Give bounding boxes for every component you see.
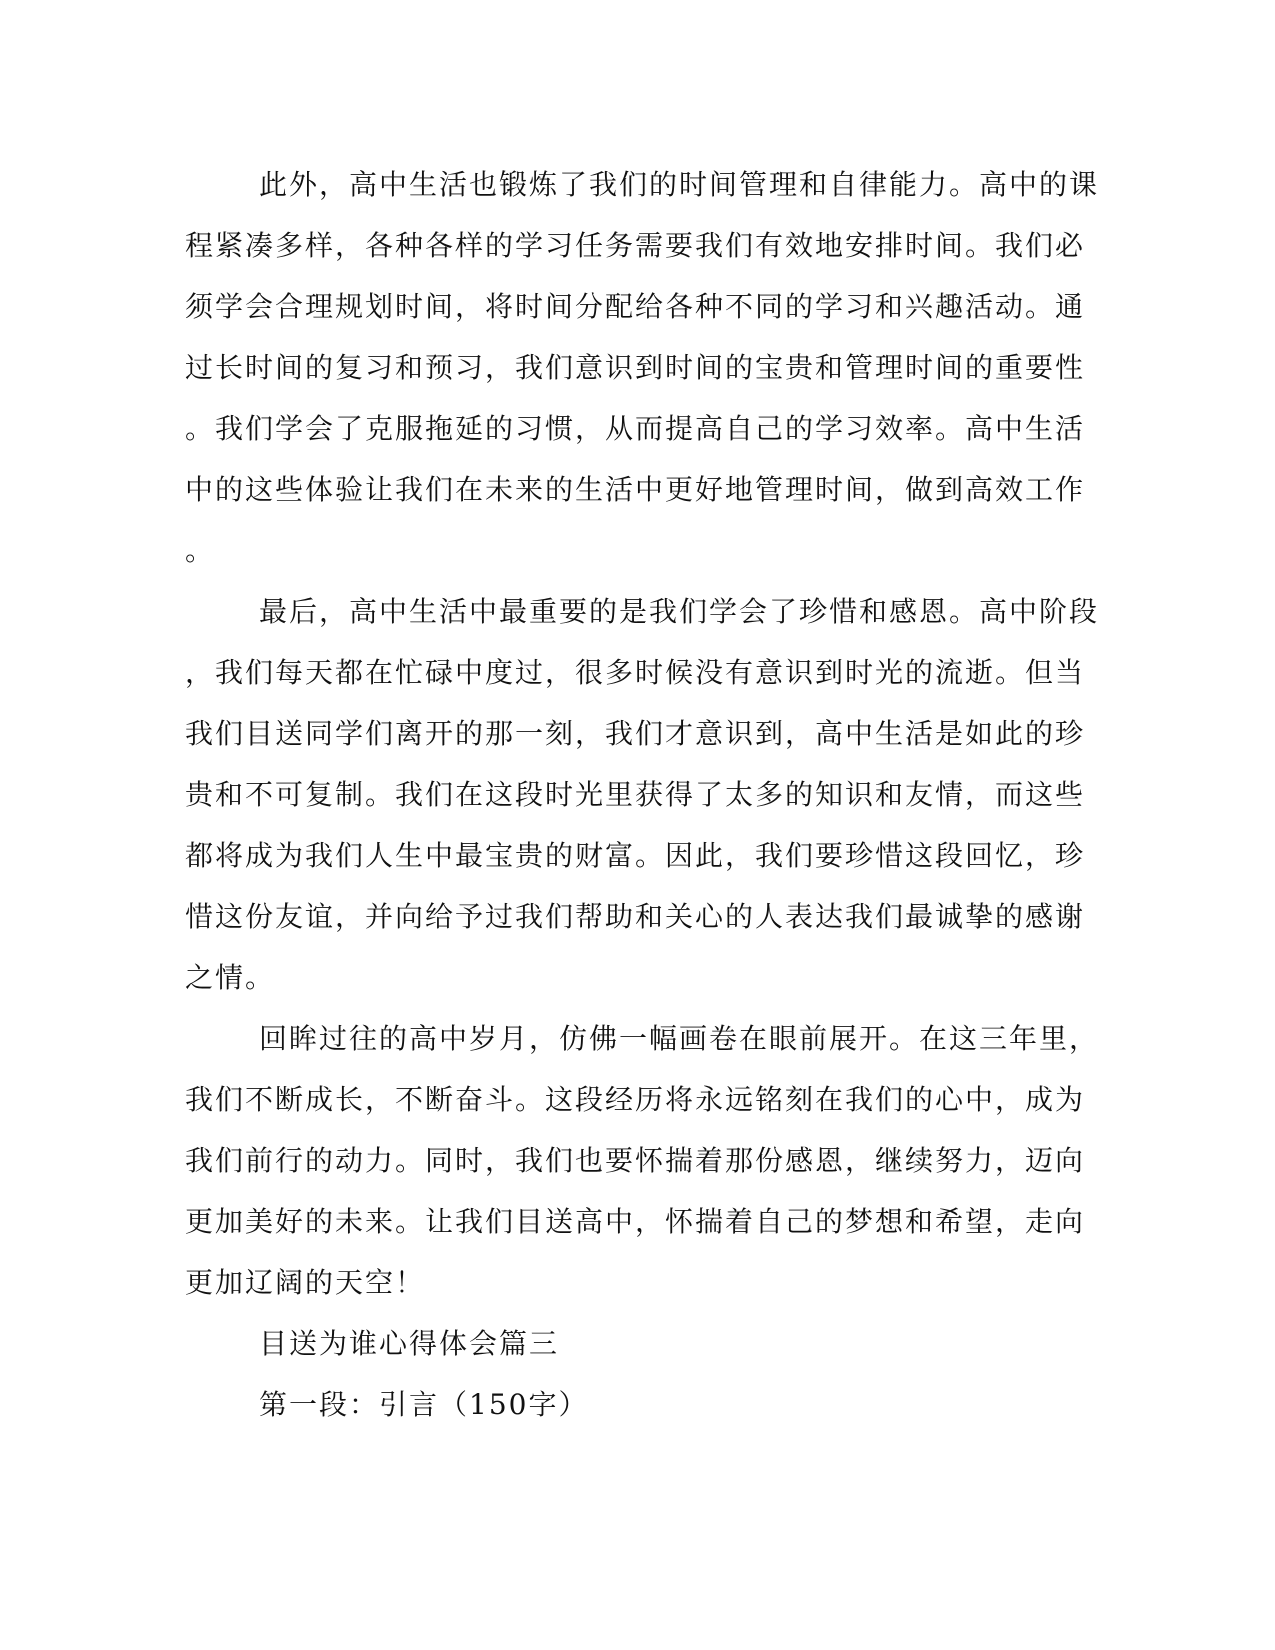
text-line: 惜这份友谊，并向给予过我们帮助和关心的人表达我们最诚挚的感谢 bbox=[185, 900, 1086, 933]
text-line: 。 bbox=[185, 534, 216, 567]
text-line: 中的这些体验让我们在未来的生活中更好地管理时间，做到高效工作 bbox=[185, 473, 1086, 506]
text-line: 更加辽阔的天空！ bbox=[185, 1266, 426, 1299]
text-line: 此外，高中生活也锻炼了我们的时间管理和自律能力。高中的课 bbox=[259, 168, 1100, 201]
text-line: 我们目送同学们离开的那一刻，我们才意识到，高中生活是如此的珍 bbox=[185, 717, 1086, 750]
text-line: 我们不断成长，不断奋斗。这段经历将永远铭刻在我们的心中，成为 bbox=[185, 1083, 1086, 1116]
text-line: 最后，高中生活中最重要的是我们学会了珍惜和感恩。高中阶段 bbox=[259, 595, 1100, 628]
text-line: 过长时间的复习和预习，我们意识到时间的宝贵和管理时间的重要性 bbox=[185, 351, 1086, 384]
text-line: 更加美好的未来。让我们目送高中，怀揣着自己的梦想和希望，走向 bbox=[185, 1205, 1086, 1238]
text-line: 我们前行的动力。同时，我们也要怀揣着那份感恩，继续努力，迈向 bbox=[185, 1144, 1086, 1177]
text-line: 贵和不可复制。我们在这段时光里获得了太多的知识和友情，而这些 bbox=[185, 778, 1086, 811]
section-heading: 目送为谁心得体会篇三 bbox=[259, 1327, 560, 1360]
text-line: 程紧凑多样，各种各样的学习任务需要我们有效地安排时间。我们必 bbox=[185, 229, 1086, 262]
text-line: 回眸过往的高中岁月，仿佛一幅画卷在眼前展开。在这三年里， bbox=[259, 1022, 1100, 1055]
subsection-heading: 第一段：引言（150字） bbox=[259, 1388, 589, 1421]
text-line: 。我们学会了克服拖延的习惯，从而提高自己的学习效率。高中生活 bbox=[185, 412, 1086, 445]
text-line: 都将成为我们人生中最宝贵的财富。因此，我们要珍惜这段回忆，珍 bbox=[185, 839, 1086, 872]
text-line: 须学会合理规划时间，将时间分配给各种不同的学习和兴趣活动。通 bbox=[185, 290, 1086, 323]
text-line: ，我们每天都在忙碌中度过，很多时候没有意识到时光的流逝。但当 bbox=[185, 656, 1086, 689]
document-body bbox=[185, 154, 1100, 1435]
text-line: 之情。 bbox=[185, 961, 276, 994]
